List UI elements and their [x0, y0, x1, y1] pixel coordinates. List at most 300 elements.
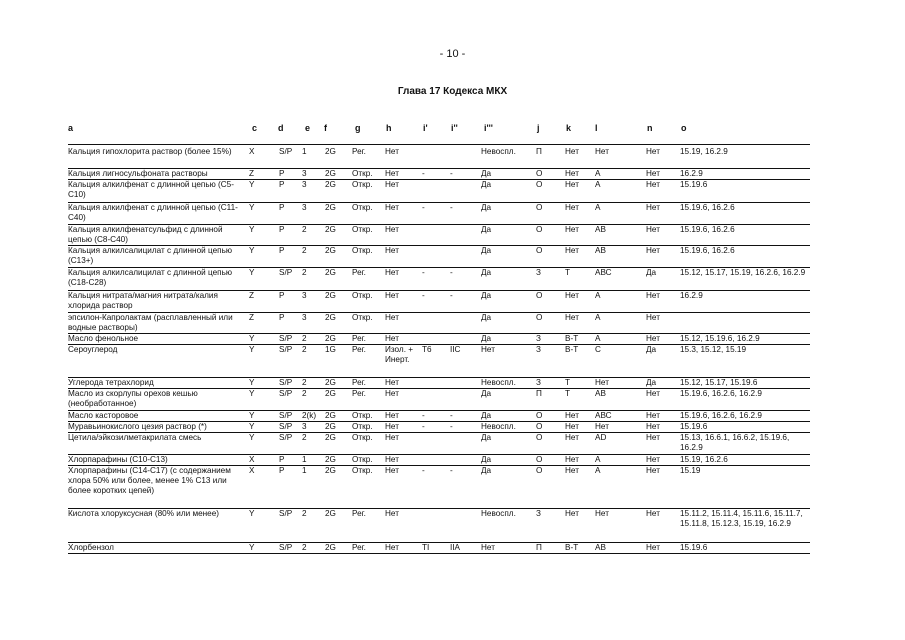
cell-k: Нет: [565, 422, 579, 431]
cell-i3: Да: [481, 433, 492, 442]
cell-o: 16.2.9: [680, 291, 703, 300]
column-header-l: l: [595, 123, 598, 133]
cell-j: П: [536, 147, 542, 156]
cell-j: О: [536, 411, 543, 420]
cell-i3: Да: [481, 313, 492, 322]
cell-n: Нет: [646, 313, 660, 322]
cell-l: АВС: [595, 411, 612, 420]
column-header-i1: i': [423, 123, 428, 133]
cell-o: 15.3, 15.12, 15.19: [680, 345, 747, 354]
cell-j: О: [536, 433, 543, 442]
page-number: - 10 -: [439, 48, 466, 60]
cell-f: 2G: [325, 169, 336, 178]
cell-a: Кальция лигносульфоната растворы: [68, 169, 208, 178]
cell-k: В-Т: [565, 345, 579, 354]
cell-e: 2: [302, 543, 307, 552]
cell-n: Нет: [646, 203, 660, 212]
cell-g: Рег.: [352, 147, 366, 156]
cell-k: В-Т: [565, 543, 579, 552]
cell-l: А: [595, 455, 601, 464]
cell-f: 2G: [325, 203, 336, 212]
cell-o: 15.19.6, 16.2.6: [680, 225, 735, 234]
cell-h: Нет: [385, 378, 399, 387]
cell-i1: -: [422, 291, 425, 300]
cell-j: З: [536, 509, 541, 518]
cell-l: Нет: [595, 509, 609, 518]
cell-h: Нет: [385, 203, 399, 212]
cell-k: В-Т: [565, 334, 579, 343]
cell-e: 2: [302, 246, 307, 255]
cell-a: Кальция нитрата/магния нитрата/калия хлорида раствор: [68, 291, 218, 310]
cell-o: 15.19.6, 16.2.6, 16.2.9: [680, 389, 762, 398]
column-header-a: a: [68, 123, 74, 133]
table-row: [68, 334, 810, 345]
cell-o: 15.19.6, 16.2.6: [680, 246, 735, 255]
cell-i3: Да: [481, 411, 492, 420]
cell-g: Рег.: [352, 389, 366, 398]
cell-n: Нет: [646, 169, 660, 178]
cell-c: Y: [249, 203, 255, 212]
cell-i3: Да: [481, 389, 492, 398]
cell-l: А: [595, 203, 601, 212]
cell-f: 2G: [325, 246, 336, 255]
cell-o: 15.19, 16.2.6: [680, 455, 728, 464]
cell-e: 3: [302, 313, 307, 322]
cell-l: АВ: [595, 543, 606, 552]
cell-f: 2G: [325, 268, 336, 277]
cell-c: Z: [249, 313, 255, 322]
table-row: [68, 225, 810, 246]
cell-d: P: [279, 291, 285, 300]
cell-h: Нет: [385, 169, 399, 178]
cell-c: Y: [249, 225, 255, 234]
cell-n: Нет: [646, 433, 660, 442]
cell-a: Кальция алкилфенат с длинной цепью (C5-C10): [68, 180, 234, 199]
cell-e: 2: [302, 268, 307, 277]
cell-i1: Т6: [422, 345, 432, 354]
cell-d: P: [279, 169, 285, 178]
cell-o: 15.19.6: [680, 543, 708, 552]
table-row: [68, 313, 810, 334]
table-row: [68, 291, 810, 313]
cell-i1: -: [422, 203, 425, 212]
cell-k: Нет: [565, 455, 579, 464]
cell-e: 3: [302, 291, 307, 300]
cell-k: Нет: [565, 169, 579, 178]
cell-c: Y: [249, 543, 255, 552]
cell-g: Откр.: [352, 455, 373, 464]
cell-l: А: [595, 334, 601, 343]
cell-k: Т: [565, 268, 571, 277]
cell-c: Y: [249, 378, 255, 387]
cell-l: Нет: [595, 378, 609, 387]
column-header-c: c: [252, 123, 258, 133]
cell-d: S/P: [279, 411, 293, 420]
cell-c: Y: [249, 334, 255, 343]
cell-i3: Да: [481, 455, 492, 464]
cell-g: Откр.: [352, 411, 373, 420]
cell-l: АВС: [595, 268, 612, 277]
cell-d: S/P: [279, 422, 293, 431]
cell-i3: Нет: [481, 543, 495, 552]
cell-i3: Да: [481, 291, 492, 300]
cell-j: О: [536, 169, 543, 178]
cell-d: P: [279, 246, 285, 255]
cell-n: Нет: [646, 455, 660, 464]
cell-g: Откр.: [352, 422, 373, 431]
cell-c: X: [249, 466, 255, 475]
cell-j: О: [536, 246, 543, 255]
cell-g: Рег.: [352, 334, 366, 343]
cell-g: Рег.: [352, 345, 366, 354]
cell-k: Нет: [565, 225, 579, 234]
table-row: [68, 422, 810, 433]
cell-i1: -: [422, 411, 425, 420]
cell-h: Изол. + Инерт.: [385, 345, 414, 364]
table-row: [68, 268, 810, 291]
cell-j: О: [536, 313, 543, 322]
cell-d: P: [279, 180, 285, 189]
cell-c: Y: [249, 345, 255, 354]
cell-e: 2: [302, 345, 307, 354]
cell-i2: -: [450, 169, 453, 178]
cell-i3: Нет: [481, 345, 495, 354]
cell-g: Рег.: [352, 378, 366, 387]
cell-a: Муравьинокислого цезия раствор (*): [68, 422, 207, 431]
cell-c: Y: [249, 268, 255, 277]
cell-j: З: [536, 378, 541, 387]
cell-i2: -: [450, 291, 453, 300]
cell-a: Кальция алкилфенат с длинной цепью (C11-C40): [68, 203, 238, 222]
cell-h: Нет: [385, 455, 399, 464]
table-row: [68, 466, 810, 509]
cell-e: 3: [302, 422, 307, 431]
cell-e: 2: [302, 225, 307, 234]
column-header-d: d: [278, 123, 284, 133]
cell-k: Т: [565, 378, 571, 387]
cell-d: S/P: [279, 334, 293, 343]
cell-i2: -: [450, 268, 453, 277]
cell-n: Нет: [646, 466, 660, 475]
cell-j: О: [536, 422, 543, 431]
cell-e: 3: [302, 203, 307, 212]
cell-g: Откр.: [352, 180, 373, 189]
cell-g: Откр.: [352, 291, 373, 300]
cell-k: Нет: [565, 291, 579, 300]
cell-o: 15.19.6, 16.2.6: [680, 203, 735, 212]
cell-e: 2: [302, 433, 307, 442]
cell-k: Нет: [565, 433, 579, 442]
cell-f: 2G: [325, 422, 336, 431]
cell-h: Нет: [385, 246, 399, 255]
cell-j: П: [536, 543, 542, 552]
cell-a: Масло касторовое: [68, 411, 139, 420]
cell-l: А: [595, 291, 601, 300]
cell-l: АВ: [595, 246, 606, 255]
cell-a: Кислота хлоруксусная (80% или менее): [68, 509, 220, 518]
cell-a: Кальция гипохлорита раствор (более 15%): [68, 147, 232, 156]
cell-n: Нет: [646, 422, 660, 431]
cell-f: 2G: [325, 543, 336, 552]
cell-j: О: [536, 291, 543, 300]
cell-n: Нет: [646, 411, 660, 420]
table-row: [68, 455, 810, 466]
cell-o: 15.19, 16.2.9: [680, 147, 728, 156]
column-header-f: f: [324, 123, 327, 133]
cell-c: X: [249, 455, 255, 464]
cell-n: Да: [646, 268, 657, 277]
column-header-e: e: [305, 123, 311, 133]
cell-i2: IIC: [450, 345, 461, 354]
cell-n: Нет: [646, 225, 660, 234]
cell-n: Нет: [646, 291, 660, 300]
cell-d: S/P: [279, 345, 293, 354]
table-row: [68, 180, 810, 203]
cell-j: З: [536, 268, 541, 277]
cell-g: Откр.: [352, 203, 373, 212]
table-row: [68, 203, 810, 225]
cell-n: Нет: [646, 509, 660, 518]
cell-h: Нет: [385, 334, 399, 343]
cell-c: X: [249, 147, 255, 156]
cell-k: Нет: [565, 180, 579, 189]
cell-e: 2: [302, 334, 307, 343]
cell-f: 2G: [325, 389, 336, 398]
cell-f: 1G: [325, 345, 336, 354]
cell-k: Нет: [565, 411, 579, 420]
cell-f: 2G: [325, 334, 336, 343]
cell-n: Нет: [646, 389, 660, 398]
cell-a: Кальция алкилсалицилат с длинной цепью (C13+): [68, 246, 232, 265]
cell-a: эпсилон-Капролактам (расплавленный или водные растворы): [68, 313, 233, 332]
cell-d: S/P: [279, 147, 293, 156]
cell-g: Рег.: [352, 268, 366, 277]
table-row: [68, 411, 810, 422]
column-header-o: o: [681, 123, 687, 133]
cell-g: Откр.: [352, 313, 373, 322]
cell-d: S/P: [279, 433, 293, 442]
cell-k: Нет: [565, 246, 579, 255]
cell-e: 1: [302, 466, 307, 475]
cell-a: Хлорбензол: [68, 543, 114, 552]
table-row: [68, 433, 810, 455]
cell-j: З: [536, 334, 541, 343]
cell-i3: Да: [481, 334, 492, 343]
cell-d: S/P: [279, 268, 293, 277]
cell-j: О: [536, 180, 543, 189]
cell-d: S/P: [279, 389, 293, 398]
cell-l: А: [595, 313, 601, 322]
cell-a: Углерода тетрахлорид: [68, 378, 154, 387]
cell-c: Y: [249, 411, 255, 420]
cell-k: Нет: [565, 147, 579, 156]
cell-d: P: [279, 455, 285, 464]
cell-k: Нет: [565, 313, 579, 322]
cell-d: S/P: [279, 543, 293, 552]
cell-l: С: [595, 345, 601, 354]
cell-l: АВ: [595, 389, 606, 398]
cell-i1: -: [422, 268, 425, 277]
cell-a: Цетила/эйкозилметакрилата смесь: [68, 433, 202, 442]
cell-f: 2G: [325, 147, 336, 156]
cell-j: О: [536, 466, 543, 475]
table-row: [68, 169, 810, 180]
cell-i1: TI: [422, 543, 430, 552]
cell-i3: Да: [481, 169, 492, 178]
table-row: [68, 378, 810, 389]
column-header-i2: i'': [451, 123, 458, 133]
header-rule: [68, 144, 810, 146]
cell-h: Нет: [385, 543, 399, 552]
cell-i3: Да: [481, 246, 492, 255]
cell-n: Нет: [646, 543, 660, 552]
cell-o: 15.19.6, 16.2.6, 16.2.9: [680, 411, 762, 420]
cell-i3: Невоспл.: [481, 509, 516, 518]
cell-e: 2: [302, 389, 307, 398]
cell-h: Нет: [385, 389, 399, 398]
cell-n: Нет: [646, 334, 660, 343]
cell-a: Сероуглерод: [68, 345, 118, 354]
column-header-n: n: [647, 123, 653, 133]
cell-l: АВ: [595, 225, 606, 234]
cell-o: 15.12, 15.17, 15.19.6: [680, 378, 758, 387]
cell-f: 2G: [325, 509, 336, 518]
cell-g: Рег.: [352, 543, 366, 552]
cell-h: Нет: [385, 147, 399, 156]
cell-i3: Да: [481, 225, 492, 234]
cell-g: Откр.: [352, 169, 373, 178]
cell-e: 3: [302, 169, 307, 178]
cell-f: 2G: [325, 466, 336, 475]
table-row: [68, 543, 810, 554]
cell-f: 2G: [325, 455, 336, 464]
cell-l: Нет: [595, 422, 609, 431]
cell-n: Нет: [646, 147, 660, 156]
cell-g: Откр.: [352, 433, 373, 442]
cell-o: 15.12, 15.19.6, 16.2.9: [680, 334, 760, 343]
cell-o: 15.19: [680, 466, 701, 475]
cell-f: 2G: [325, 313, 336, 322]
cell-n: Да: [646, 378, 657, 387]
column-header-g: g: [355, 123, 361, 133]
cell-c: Y: [249, 389, 255, 398]
cell-c: Y: [249, 180, 255, 189]
column-header-k: k: [566, 123, 572, 133]
cell-o: 16.2.9: [680, 169, 703, 178]
cell-k: Нет: [565, 509, 579, 518]
cell-c: Z: [249, 291, 255, 300]
cell-i3: Невоспл.: [481, 422, 516, 431]
cell-e: 3: [302, 180, 307, 189]
table-row: [68, 509, 810, 543]
cell-e: 2: [302, 509, 307, 518]
cell-i2: IIA: [450, 543, 461, 552]
column-header-j: j: [537, 123, 540, 133]
cell-i3: Да: [481, 203, 492, 212]
cell-d: S/P: [279, 378, 293, 387]
cell-h: Нет: [385, 268, 399, 277]
cell-g: Рег.: [352, 509, 366, 518]
cell-i1: -: [422, 466, 425, 475]
cell-i3: Да: [481, 268, 492, 277]
cell-h: Нет: [385, 225, 399, 234]
cell-n: Да: [646, 345, 657, 354]
cell-k: Т: [565, 389, 571, 398]
cell-o: 15.11.2, 15.11.4, 15.11.6, 15.11.7, 15.11.8, 15.12.3, 15.19, 16.2.9: [680, 509, 803, 528]
cell-a: Хлорпарафины (C14-C17) (с содержанием хлора 50% или более, менее 1% C13 или более коротких цепей): [68, 466, 231, 495]
cell-h: Нет: [385, 291, 399, 300]
cell-a: Кальция алкилфенатсульфид с длинной цепью (C8-C40): [68, 225, 223, 244]
cell-n: Нет: [646, 180, 660, 189]
table-row: [68, 147, 810, 169]
cell-n: Нет: [646, 246, 660, 255]
cell-g: Откр.: [352, 246, 373, 255]
cell-e: 2(k): [302, 411, 317, 420]
cell-c: Y: [249, 509, 255, 518]
cell-c: Z: [249, 169, 255, 178]
cell-f: 2G: [325, 411, 336, 420]
cell-c: Y: [249, 246, 255, 255]
table-row: [68, 389, 810, 411]
cell-i3: Да: [481, 466, 492, 475]
cell-l: AD: [595, 433, 607, 442]
cell-e: 1: [302, 455, 307, 464]
column-header-h: h: [386, 123, 392, 133]
cell-f: 2G: [325, 433, 336, 442]
cell-o: 15.19.6: [680, 180, 708, 189]
cell-f: 2G: [325, 291, 336, 300]
cell-j: З: [536, 345, 541, 354]
cell-f: 2G: [325, 225, 336, 234]
cell-a: Кальция алкилсалицилат с длинной цепью (C18-C28): [68, 268, 232, 287]
cell-f: 2G: [325, 378, 336, 387]
cell-o: 15.13, 16.6.1, 16.6.2, 15.19.6, 16.2.9: [680, 433, 790, 452]
cell-a: Масло фенольное: [68, 334, 139, 343]
cell-i3: Невоспл.: [481, 378, 516, 387]
cell-j: О: [536, 225, 543, 234]
cell-j: П: [536, 389, 542, 398]
column-header-i3: i''': [484, 123, 493, 133]
cell-k: Нет: [565, 466, 579, 475]
cell-h: Нет: [385, 509, 399, 518]
cell-c: Y: [249, 422, 255, 431]
table-row: [68, 246, 810, 268]
cell-d: S/P: [279, 509, 293, 518]
cell-c: Y: [249, 433, 255, 442]
cell-i3: Невоспл.: [481, 147, 516, 156]
cell-l: А: [595, 169, 601, 178]
cell-i1: -: [422, 422, 425, 431]
cell-l: А: [595, 466, 601, 475]
cell-g: Откр.: [352, 225, 373, 234]
cell-l: Нет: [595, 147, 609, 156]
cell-a: Масло из скорлупы орехов кешью (необработанное): [68, 389, 198, 408]
table-row: [68, 345, 810, 378]
cell-h: Нет: [385, 313, 399, 322]
cell-k: Нет: [565, 203, 579, 212]
cell-g: Откр.: [352, 466, 373, 475]
cell-h: Нет: [385, 411, 399, 420]
chapter-title: Глава 17 Кодекса МКХ: [397, 86, 508, 97]
cell-o: 15.12, 15.17, 15.19, 16.2.6, 16.2.9: [680, 268, 806, 277]
cell-f: 2G: [325, 180, 336, 189]
cell-h: Нет: [385, 433, 399, 442]
cell-j: О: [536, 455, 543, 464]
cell-e: 1: [302, 147, 307, 156]
cell-i2: -: [450, 466, 453, 475]
cell-l: А: [595, 180, 601, 189]
cell-h: Нет: [385, 422, 399, 431]
